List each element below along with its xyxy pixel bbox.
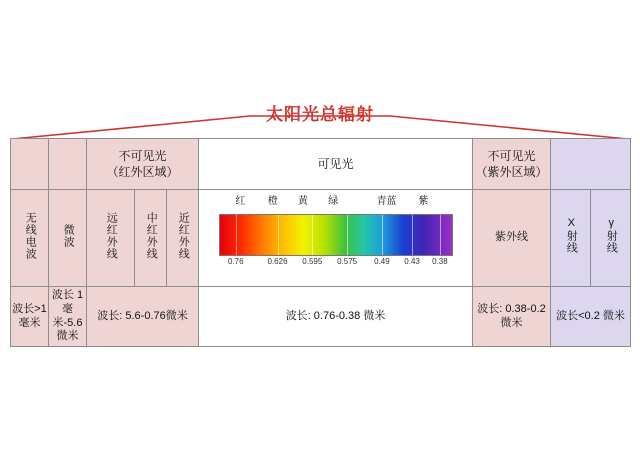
bracket-pointer	[10, 112, 630, 140]
spectrum-label-red: 红	[235, 196, 246, 207]
table-wavelength-row	[11, 287, 631, 347]
band-mid-infrared	[135, 190, 167, 287]
spectrum-divider-5	[382, 215, 383, 255]
tick-0-49: 0.49	[374, 257, 390, 266]
band-gamma-label: γ射线	[605, 217, 618, 255]
spectrum-color-labels	[220, 196, 452, 212]
wavelength-visible: 波长: 0.76-0.38 微米	[199, 287, 473, 347]
spectrum-label-violet: 紫	[418, 196, 429, 207]
tick-0-76: 0.76	[227, 257, 244, 266]
header-blank-left2	[49, 139, 87, 190]
spectrum-divider-7	[440, 215, 441, 255]
wavelength-xray-gamma: 波长<0.2 微米	[551, 287, 631, 347]
band-microwave	[49, 190, 87, 287]
band-ultraviolet-label: 紫外线	[495, 231, 529, 244]
wavelength-infrared: 波长: 5.6-0.76微米	[87, 287, 199, 347]
spectrum-divider-2	[278, 215, 279, 255]
spectrum-label-green: 绿	[328, 196, 339, 207]
band-mid-infrared-label: 中红外线	[145, 211, 158, 260]
spectrum-label-yellow: 黄	[298, 196, 309, 207]
spectrum-tick-labels	[220, 257, 452, 271]
spectrum-divider-3	[312, 215, 313, 255]
band-far-infrared	[87, 190, 135, 287]
header-invisible-uv-line1: 不可见光	[487, 148, 536, 163]
header-invisible-ir-line2: （红外区域）	[106, 165, 179, 179]
tick-0-626: 0.626	[267, 257, 288, 266]
header-invisible-infrared	[87, 139, 199, 190]
header-invisible-uv-line2: （紫外区域）	[475, 165, 548, 179]
band-xray-label: X射线	[565, 217, 578, 255]
spectrum-table	[10, 138, 631, 347]
tick-0-595: 0.595	[302, 257, 323, 266]
header-blank-right	[551, 139, 631, 190]
band-microwave-label: 微波	[62, 223, 75, 248]
spectrum-label-orange: 橙	[267, 196, 278, 207]
header-blank-left	[11, 139, 49, 190]
spectrum-divider-4	[347, 215, 348, 255]
tick-0-575: 0.575	[337, 257, 358, 266]
spectrum-divider-6	[412, 215, 413, 255]
spectrum-label-cyan-blue: 青蓝	[376, 196, 397, 207]
spectrum-panel	[200, 192, 471, 284]
band-radio-label: 无线电波	[24, 211, 37, 260]
spectrum-divider-1	[236, 215, 237, 255]
header-invisible-ultraviolet	[473, 139, 551, 190]
band-radio	[11, 190, 49, 287]
band-ultraviolet	[473, 190, 551, 287]
table-header-row	[11, 139, 631, 190]
header-invisible-ir-line1: 不可见光	[118, 148, 167, 163]
band-near-infrared-label: 近红外线	[177, 211, 190, 260]
band-near-infrared	[167, 190, 199, 287]
tick-0-38: 0.38	[432, 257, 448, 266]
wavelength-microwave: 波长 1毫米-5.6微米	[49, 287, 87, 347]
visible-spectrum-cell	[199, 190, 473, 287]
wavelength-radio: 波长>1毫米	[11, 287, 49, 347]
table-band-row	[11, 190, 631, 287]
band-far-infrared-label: 远红外线	[105, 211, 118, 260]
band-gamma	[591, 190, 631, 287]
page-title: 太阳光总辐射	[266, 105, 374, 124]
tick-0-43: 0.43	[404, 257, 420, 266]
spectrum-gradient-bar	[219, 214, 453, 256]
band-xray	[551, 190, 591, 287]
wavelength-ultraviolet: 波长: 0.38-0.2 微米	[473, 287, 551, 347]
header-visible-light: 可见光	[199, 139, 473, 190]
